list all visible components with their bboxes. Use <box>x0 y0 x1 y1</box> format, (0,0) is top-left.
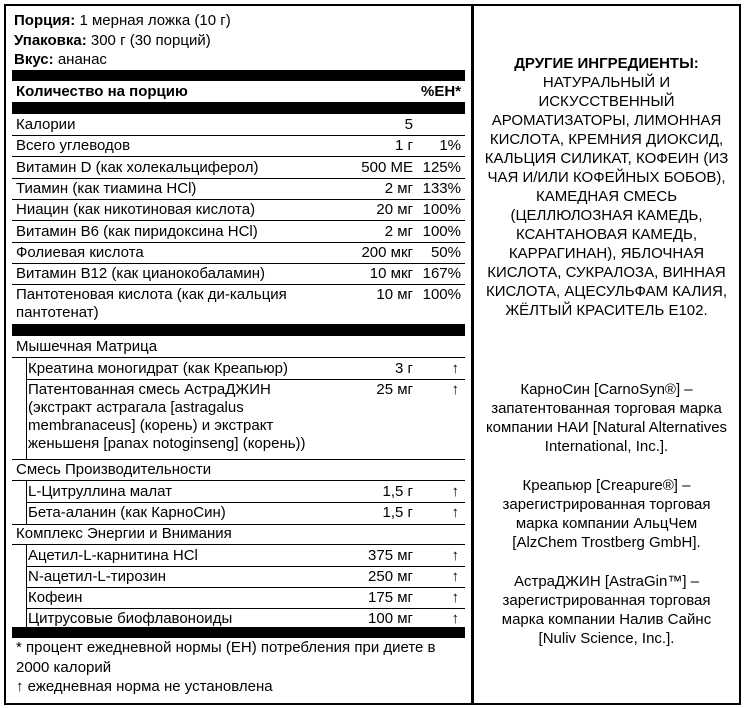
row-divider <box>26 587 465 588</box>
item-amount: 1 г <box>395 137 413 154</box>
blend-item-row <box>12 360 465 378</box>
row-divider <box>26 379 465 380</box>
serving-value: 1 мерная ложка (10 г) <box>75 12 231 29</box>
item-dv: 100% <box>422 201 461 218</box>
arrow-footnote: ↑ ежедневная норма не установлена <box>16 678 273 695</box>
package-value: 300 г (30 порций) <box>86 32 211 49</box>
section-title: Мышечная Матрица <box>16 338 158 355</box>
item-dv: 133% <box>422 180 461 197</box>
package-label: Упаковка: <box>14 32 87 49</box>
item-amount: 1,5 г <box>382 483 413 500</box>
item-name: Патентованная смесь АстраДЖИН (экстракт астрагала [astragalus membranaceus] (корень) и экстракт женьшеня [panax notoginseng] (корень)) <box>28 381 306 452</box>
ingredients-panel <box>472 4 741 705</box>
item-name: L-Цитруллина малат <box>28 483 172 500</box>
thick-divider <box>12 70 465 81</box>
item-name: Витамин B6 (как пиридоксина HCl) <box>16 223 258 240</box>
row-divider <box>12 135 465 136</box>
nutrient-row <box>12 137 465 155</box>
item-amount: 375 мг <box>368 547 413 564</box>
nutrient-row <box>12 180 465 198</box>
item-name: Ниацин (как никотиновая кислота) <box>16 201 256 218</box>
item-amount: 2 мг <box>384 180 413 197</box>
row-divider <box>12 357 465 358</box>
row-divider <box>12 544 465 545</box>
item-amount: 175 мг <box>368 589 413 606</box>
item-name: Витамин D (как холекальциферол) <box>16 159 259 176</box>
supplement-facts-panel <box>4 4 473 705</box>
flavor-value: ананас <box>53 51 107 68</box>
item-name: N-ацетил-L-тирозин <box>28 568 167 585</box>
other-ingredients-text: НАТУРАЛЬНЫЙ И ИСКУССТВЕННЫЙ АРОМАТИЗАТОРЫ, ЛИМОННАЯ КИСЛОТА, КРЕМНИЯ ДИОКСИД, КАЛЬЦИЯ СИЛИКАТ, КОФЕИН (ИЗ ЧАЯ И/ИЛИ КОФЕЙНЫХ БОБОВ), КАМЕДНАЯ СМЕСЬ (ЦЕЛЛЮЛОЗНАЯ КАМЕДЬ, КСАНТАНОВАЯ КАМЕДЬ, КАРРАГИНАН), ЯБЛОЧНАЯ КИСЛОТА, СУКРАЛОЗА, ВИННАЯ КИСЛОТА, АЦЕСУЛЬФАМ КАЛИЯ, ЖЁЛТЫЙ КРАСИТЕЛЬ E102. <box>484 74 729 319</box>
nutrient-row <box>12 286 465 322</box>
package-line <box>14 32 211 50</box>
item-amount: 250 мг <box>368 568 413 585</box>
item-amount: 100 мг <box>368 610 413 627</box>
item-amount: 5 <box>404 116 413 133</box>
item-name: Бета-аланин (как КарноСин) <box>28 504 226 521</box>
dv-not-established-icon: ↑ <box>451 483 459 500</box>
row-divider <box>26 502 465 503</box>
item-name: Фолиевая кислота <box>16 244 144 261</box>
table-header <box>12 83 465 101</box>
item-name: Ацетил-L-карнитина HCl <box>28 547 198 564</box>
blend-item-row <box>12 483 465 501</box>
item-amount: 25 мг <box>376 381 413 398</box>
section-title: Смесь Производительности <box>16 461 212 478</box>
blend-item-row <box>12 504 465 522</box>
item-amount: 20 мг <box>376 201 413 218</box>
trademark-astragin: АстраДЖИН [AstraGin™] – зарегистрированная торговая марка компании Налив Сайнс [Nuliv Science, Inc.]. <box>501 573 712 647</box>
item-name: Витамин B12 (как цианокобаламин) <box>16 265 266 282</box>
item-amount: 3 г <box>395 360 413 377</box>
performance_blend-title <box>12 461 465 479</box>
blend-item-row <box>12 568 465 586</box>
item-amount: 1,5 г <box>382 504 413 521</box>
serving-line <box>14 12 231 30</box>
dv-not-established-icon: ↑ <box>451 504 459 521</box>
dv-not-established-icon: ↑ <box>451 568 459 585</box>
item-dv: 125% <box>422 159 461 176</box>
nutrient-row <box>12 116 465 134</box>
item-dv: 100% <box>422 223 461 240</box>
row-divider <box>12 220 465 221</box>
serving-label: Порция: <box>14 12 76 29</box>
dv-not-established-icon: ↑ <box>451 360 459 377</box>
blend-item-row <box>12 547 465 565</box>
item-amount: 10 мг <box>376 286 413 303</box>
row-divider <box>12 263 465 264</box>
row-divider <box>12 199 465 200</box>
blend-item-row <box>12 589 465 607</box>
dv-not-established-icon: ↑ <box>451 589 459 606</box>
item-amount: 2 мг <box>384 223 413 240</box>
row-divider <box>26 566 465 567</box>
item-amount: 10 мкг <box>369 265 413 282</box>
blend-item-row <box>12 610 465 628</box>
item-dv: 50% <box>430 244 461 261</box>
item-dv: 100% <box>422 286 461 303</box>
thick-divider <box>12 324 465 336</box>
item-name: Пантотеновая кислота (как ди-кальция пантотенат) <box>16 286 287 321</box>
flavor-label: Вкус: <box>14 51 54 68</box>
item-dv: 167% <box>422 265 461 282</box>
nutrient-row <box>12 265 465 283</box>
thick-divider <box>12 627 465 638</box>
flavor-line <box>14 51 107 69</box>
dv-not-established-icon: ↑ <box>451 547 459 564</box>
dv-not-established-icon: ↑ <box>451 381 459 398</box>
nutrient-row <box>12 201 465 219</box>
other-ingredients-title: ДРУГИЕ ИНГРЕДИЕНТЫ: <box>514 55 699 72</box>
nutrient-row <box>12 244 465 262</box>
row-divider <box>12 284 465 285</box>
trademark-carnosyn: КарноСин [CarnoSyn®] – запатентованная торговая марка компании НАИ [Natural Alternatives International, Inc.]. <box>485 381 728 455</box>
nutrient-row <box>12 159 465 177</box>
dv-not-established-icon: ↑ <box>451 610 459 627</box>
muscle_matrix-title <box>12 338 465 356</box>
item-name: Всего углеводов <box>16 137 131 154</box>
dv-footnote: * процент ежедневной нормы (ЕН) потребления при диете в 2000 калорий <box>16 639 436 676</box>
row-divider <box>12 156 465 157</box>
energy_complex-title <box>12 525 465 543</box>
item-name: Креатина моногидрат (как Креапьюр) <box>28 360 289 377</box>
item-name: Кофеин <box>28 589 83 606</box>
row-divider <box>12 480 465 481</box>
item-name: Тиамин (как тиамина HCl) <box>16 180 197 197</box>
trademark-creapure: Креапьюр [Creapure®] – зарегистрированная торговая марка компании АльцЧем [AlzChem Trostberg GmbH]. <box>502 477 711 551</box>
dv-header-label: %ЕН* <box>420 83 461 100</box>
amount-per-serving-label: Количество на порцию <box>16 83 188 100</box>
row-divider <box>12 242 465 243</box>
row-divider <box>12 459 465 460</box>
item-amount: 500 МЕ <box>361 159 413 176</box>
row-divider <box>26 608 465 609</box>
item-name: Цитрусовые биофлавоноиды <box>28 610 233 627</box>
row-divider <box>12 178 465 179</box>
item-name: Калории <box>16 116 76 133</box>
item-amount: 200 мкг <box>361 244 413 261</box>
thick-divider <box>12 102 465 114</box>
section-title: Комплекс Энергии и Внимания <box>16 525 232 542</box>
nutrient-row <box>12 223 465 241</box>
blend-item-row <box>12 381 465 457</box>
item-dv: 1% <box>439 137 461 154</box>
